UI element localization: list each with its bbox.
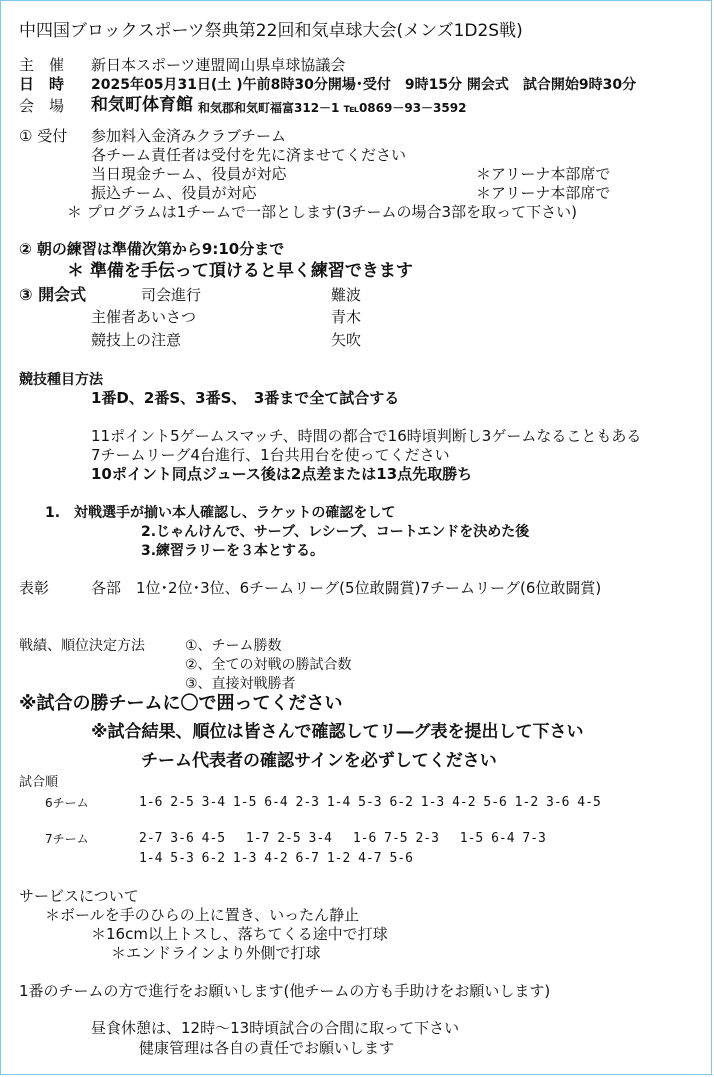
notice-circle-winner: ※試合の勝チームに〇で囲ってください [19, 693, 343, 714]
awards-text: 各部 1位･2位･3位、6チームリーグ(5位敢闘賞)7チームリーグ(6位敢闘賞) [91, 579, 602, 597]
method-line3: 7チームリーグ4台進行、1台共用台を使ってください [91, 446, 450, 464]
procedure-line1: 1. 対戦選手が揃い本人確認し、ラケットの確認をして [45, 505, 396, 521]
venue-label: 会 場 [19, 97, 65, 115]
section1-line4: 振込チーム、役員が対応 [91, 184, 257, 202]
order-seven-line2: 1-4 5-3 6-2 1-3 4-2 6-7 1-2 4-7 5-6 [139, 851, 413, 866]
order-heading: 試合順 [19, 775, 59, 790]
order-seven-label: 7チーム [45, 832, 89, 846]
service-heading: サービスについて [19, 887, 139, 905]
section1-heading: ① 受付 [19, 127, 68, 145]
ranking-item-1: ②、全ての対戦の勝試合数 [185, 657, 352, 673]
closing-line2: 昼食休憩は、12時～13時頃試合の合間に取って下さい [91, 1019, 460, 1037]
page-title: 中四国ブロックスポーツ祭典第22回和気卓球大会(メンズ1D2S戦) [19, 21, 523, 41]
section2-note: ＊ 準備を手伝って頂けると早く練習できます [67, 261, 413, 281]
procedure-line3: 3.練習ラリーを３本とする。 [141, 543, 325, 559]
organizer-label: 主 催 [19, 56, 65, 74]
section1-note: ＊ プログラムは1チームで一部とします(3チームの場合3部を取って下さい) [67, 203, 577, 221]
ranking-item-2: ③、直接対戦勝者 [185, 676, 296, 692]
method-heading: 競技種目方法 [19, 372, 103, 388]
notice-sign: チーム代表者の確認サインを必ずしてください [141, 751, 497, 771]
closing-line1: 1番のチームの方で進行をお願いします(他チームの方も手助けをお願いします) [19, 982, 551, 1000]
notice-submit-league: ※試合結果、順位は皆さんで確認してリ―グ表を提出して下さい [91, 722, 584, 742]
awards-label: 表彰 [19, 579, 50, 597]
service-line1: ＊ボールを手のひらの上に置き、いったん静止 [45, 906, 360, 924]
ranking-label: 戦績、順位決定方法 [19, 638, 145, 654]
order-six-label: 6チーム [45, 796, 89, 810]
procedure-line2: 2.じゃんけんで、サーブ、レシーブ、コートエンドを決めた後 [141, 524, 530, 540]
ceremony-name-2: 矢吹 [331, 331, 362, 349]
method-line2: 11ポイント5ゲームスマッチ、時間の都合で16時頃判断し3ゲームなることもある [91, 427, 642, 445]
order-seven-line1: 2-7 3-6 4-5 1-7 2-5 3-4 1-6 7-5 2-3 1-5 6-4 7-3 [139, 831, 546, 846]
order-six-list: 1-6 2-5 3-4 1-5 6-4 2-3 1-4 5-3 6-2 1-3 4-2 5-6 1-2 3-6 4-5 [139, 795, 601, 810]
section1-line4-note: ＊アリーナ本部席で [476, 184, 611, 202]
ceremony-role-1: 主催者あいさつ [91, 308, 197, 326]
section3-heading: ③ 開会式 [19, 285, 87, 304]
service-line2: ＊16cm以上トスし、落ちてくる途中で打球 [91, 925, 388, 943]
section1-line3-note: ＊アリーナ本部席で [476, 165, 611, 183]
closing-line3: 健康管理は各自の責任でお願いします [139, 1039, 395, 1057]
section2-heading: ② 朝の練習は準備次第から9:10分まで [19, 240, 285, 258]
ceremony-name-0: 難波 [331, 286, 362, 304]
venue-name: 和気町体育館 [91, 95, 193, 115]
service-line3: ＊エンドラインより外側で打球 [111, 944, 321, 962]
ranking-item-0: ①、チーム勝数 [185, 638, 282, 654]
date-value: 2025年05月31日(土 )午前8時30分開場･受付 9時15分 開会式 試合開始9時30分 [91, 77, 637, 93]
method-line4: 10ポイント同点ジュース後は2点差または13点先取勝ち [91, 465, 473, 483]
ceremony-name-1: 青木 [331, 308, 362, 326]
section1-line1: 参加料入金済みクラブチーム [91, 127, 287, 145]
ceremony-role-2: 競技上の注意 [91, 331, 182, 349]
date-label: 日 時 [19, 75, 65, 93]
ceremony-role-0: 司会進行 [141, 286, 202, 304]
method-line1: 1番D、2番S、3番S、 3番まで全て試合する [91, 389, 400, 407]
organizer-value: 新日本スポーツ連盟岡山県卓球協議会 [91, 56, 346, 74]
venue-address: 和気郡和気町福富312－1 ℡0869－93－3592 [198, 101, 467, 115]
section1-line3: 当日現金チーム、役員が対応 [91, 165, 287, 183]
section1-line2: 各チーム責任者は受付を先に済ませてください [91, 146, 407, 164]
